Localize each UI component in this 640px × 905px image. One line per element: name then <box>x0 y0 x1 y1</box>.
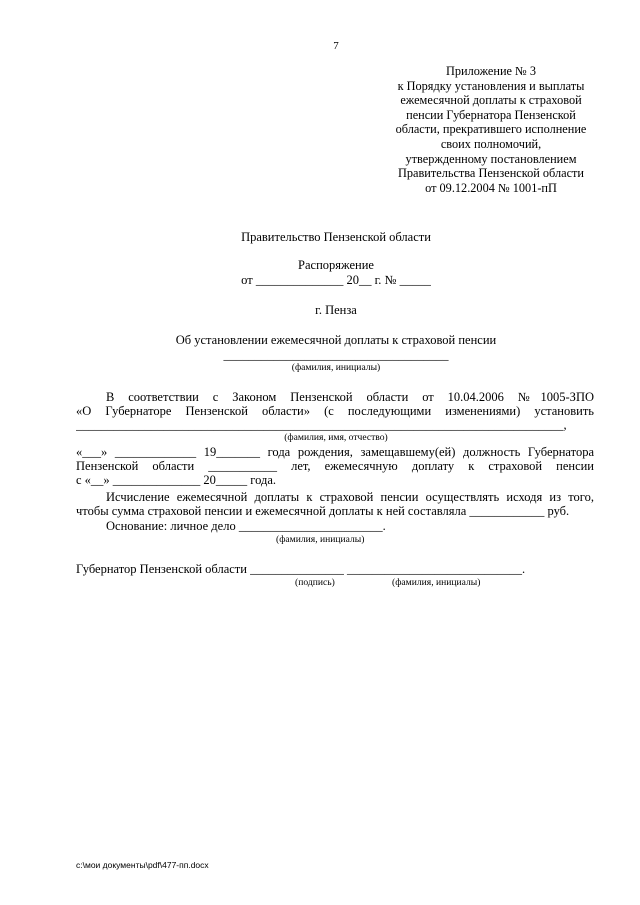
annex-line: пенсии Губернатора Пензенской <box>406 107 576 122</box>
title-name-blank: ____________________________________ <box>223 348 449 362</box>
government-name: Правительство Пензенской области <box>241 230 431 244</box>
city: г. Пенза <box>315 303 357 317</box>
annex-line: своих полномочий, <box>440 136 542 151</box>
doc-type: Распоряжение <box>298 258 374 272</box>
paragraph-3-line-1: Исчисление ежемесячной доплаты к страховой пенсии осуществлять исходя из того, <box>106 490 594 504</box>
basis-caption: (фамилия, инициалы) <box>276 534 365 545</box>
annex-line: Приложение № 3 <box>445 64 537 78</box>
paragraph-2-line-1: «___» _____________ 19_______ года рождения, замещавшему(ей) должность Губернатора <box>76 445 594 459</box>
signature-line: Губернатор Пензенской области _______________ ____________________________. <box>76 562 526 576</box>
signature-caption: (подпись) <box>295 577 335 588</box>
annex-line: ежемесячной доплаты к страховой <box>400 93 582 108</box>
annex-line: области, прекратившего исполнение <box>395 122 587 137</box>
paragraph-1-line-3: ______________________________________________________________________________, <box>76 418 567 432</box>
title-name-caption: (фамилия, инициалы) <box>291 362 381 373</box>
annex-block <box>368 64 614 195</box>
paragraph-2-line-2: Пензенской области ___________ лет, ежемесячную доплату к страховой пенсии <box>76 459 594 473</box>
file-path-footer: c:\мои документы\pdf\477-пп.docx <box>76 860 209 870</box>
annex-line: утвержденному постановлением <box>405 151 577 166</box>
paragraph-2-line-3: с «__» ______________ 20_____ года. <box>76 473 277 487</box>
paragraph-3-line-2: чтобы сумма страховой пенсии и ежемесячной доплаты к ней составляла ____________ руб. <box>76 504 570 518</box>
document-title: Об установлении ежемесячной доплаты к страховой пенсии <box>175 333 497 347</box>
paragraph-1-line-2: «О Губернаторе Пензенской области» (с последующими изменениями) установить <box>76 404 594 418</box>
fio-caption: (фамилия, имя, отчество) <box>284 432 388 443</box>
basis-line: Основание: личное дело _______________________. <box>106 519 386 533</box>
annex-line: от 09.12.2004 № 1001-пП <box>425 180 557 195</box>
annex-line: к Порядку установления и выплаты <box>397 78 585 93</box>
signature-name-caption: (фамилия, инициалы) <box>392 577 481 588</box>
page-number: 7 <box>333 40 339 52</box>
date-number-line: от ______________ 20__ г. № _____ <box>241 273 431 287</box>
paragraph-1-line-1: В соответствии с Законом Пензенской области от 10.04.2006 №1005-ЗПО <box>106 390 594 404</box>
annex-line: Правительства Пензенской области <box>398 166 584 181</box>
